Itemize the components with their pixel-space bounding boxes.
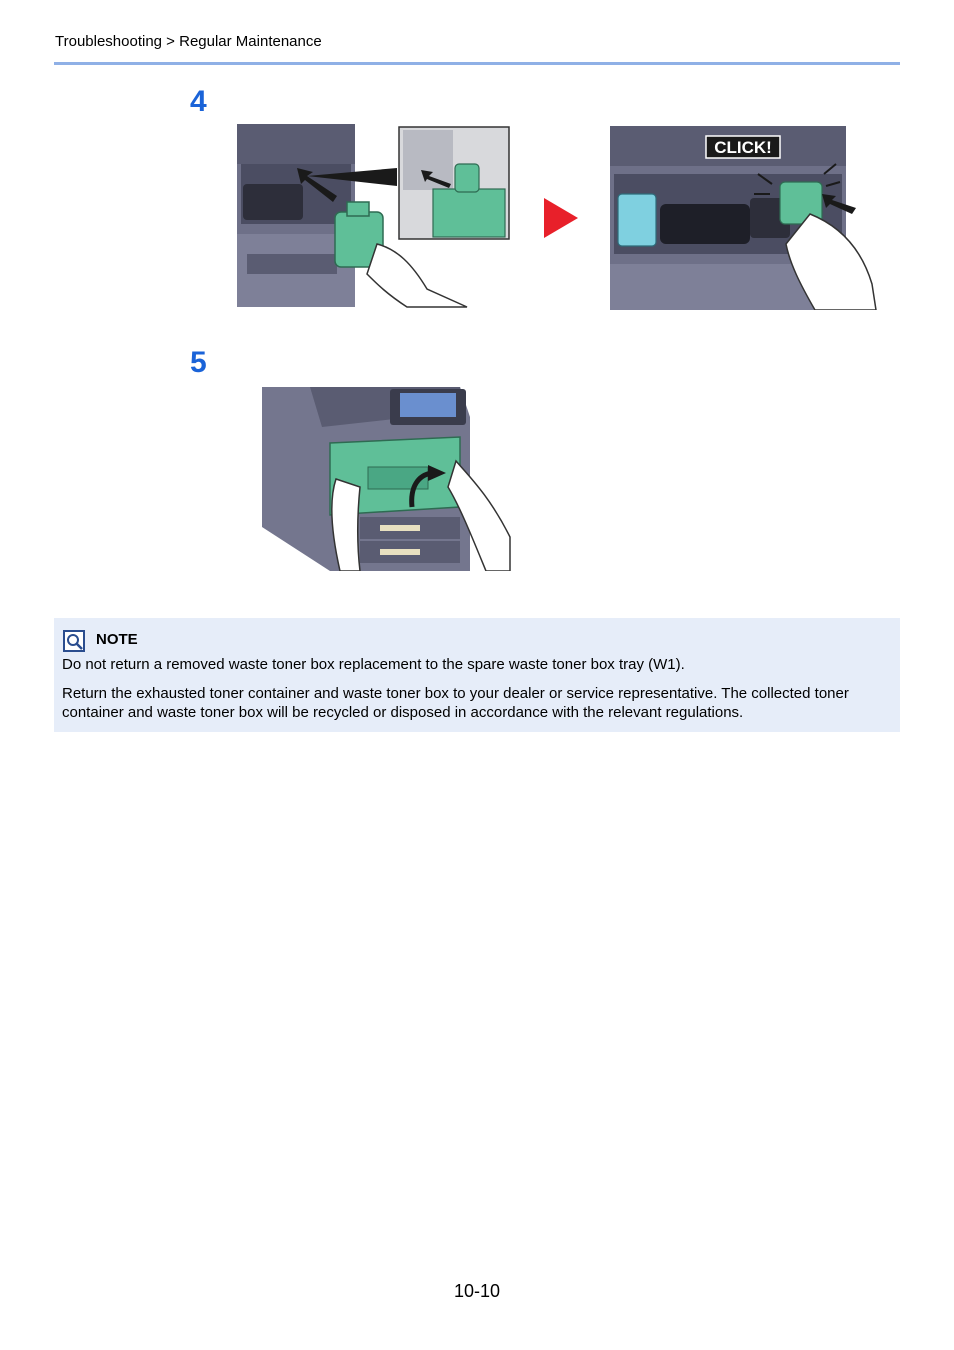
next-step-arrow-icon xyxy=(544,198,578,238)
note-icon xyxy=(63,630,85,652)
note-title: NOTE xyxy=(96,631,138,648)
page-number: 10-10 xyxy=(453,1281,501,1301)
step4-illustration-click-in xyxy=(610,124,880,310)
click-callout-label: CLICK! xyxy=(714,138,772,157)
note-paragraph-1: Do not return a removed waste toner box replacement to the spare waste toner box tray (W1). xyxy=(62,656,685,673)
step-number-5: 5 xyxy=(190,346,207,379)
step4-illustration-insert-box xyxy=(237,124,511,308)
breadcrumb: Troubleshooting > Regular Maintenance xyxy=(55,33,322,50)
step5-illustration-close-cover xyxy=(260,387,512,571)
step-number-4: 4 xyxy=(190,85,207,118)
note-box xyxy=(54,618,900,732)
note-paragraph-2: Return the exhausted toner container and waste toner box to your dealer or service representative. The collected toner container and waste toner box will be recycled or disposed in accordance with the relevant regulations. xyxy=(62,685,849,721)
header-rule xyxy=(54,62,900,65)
